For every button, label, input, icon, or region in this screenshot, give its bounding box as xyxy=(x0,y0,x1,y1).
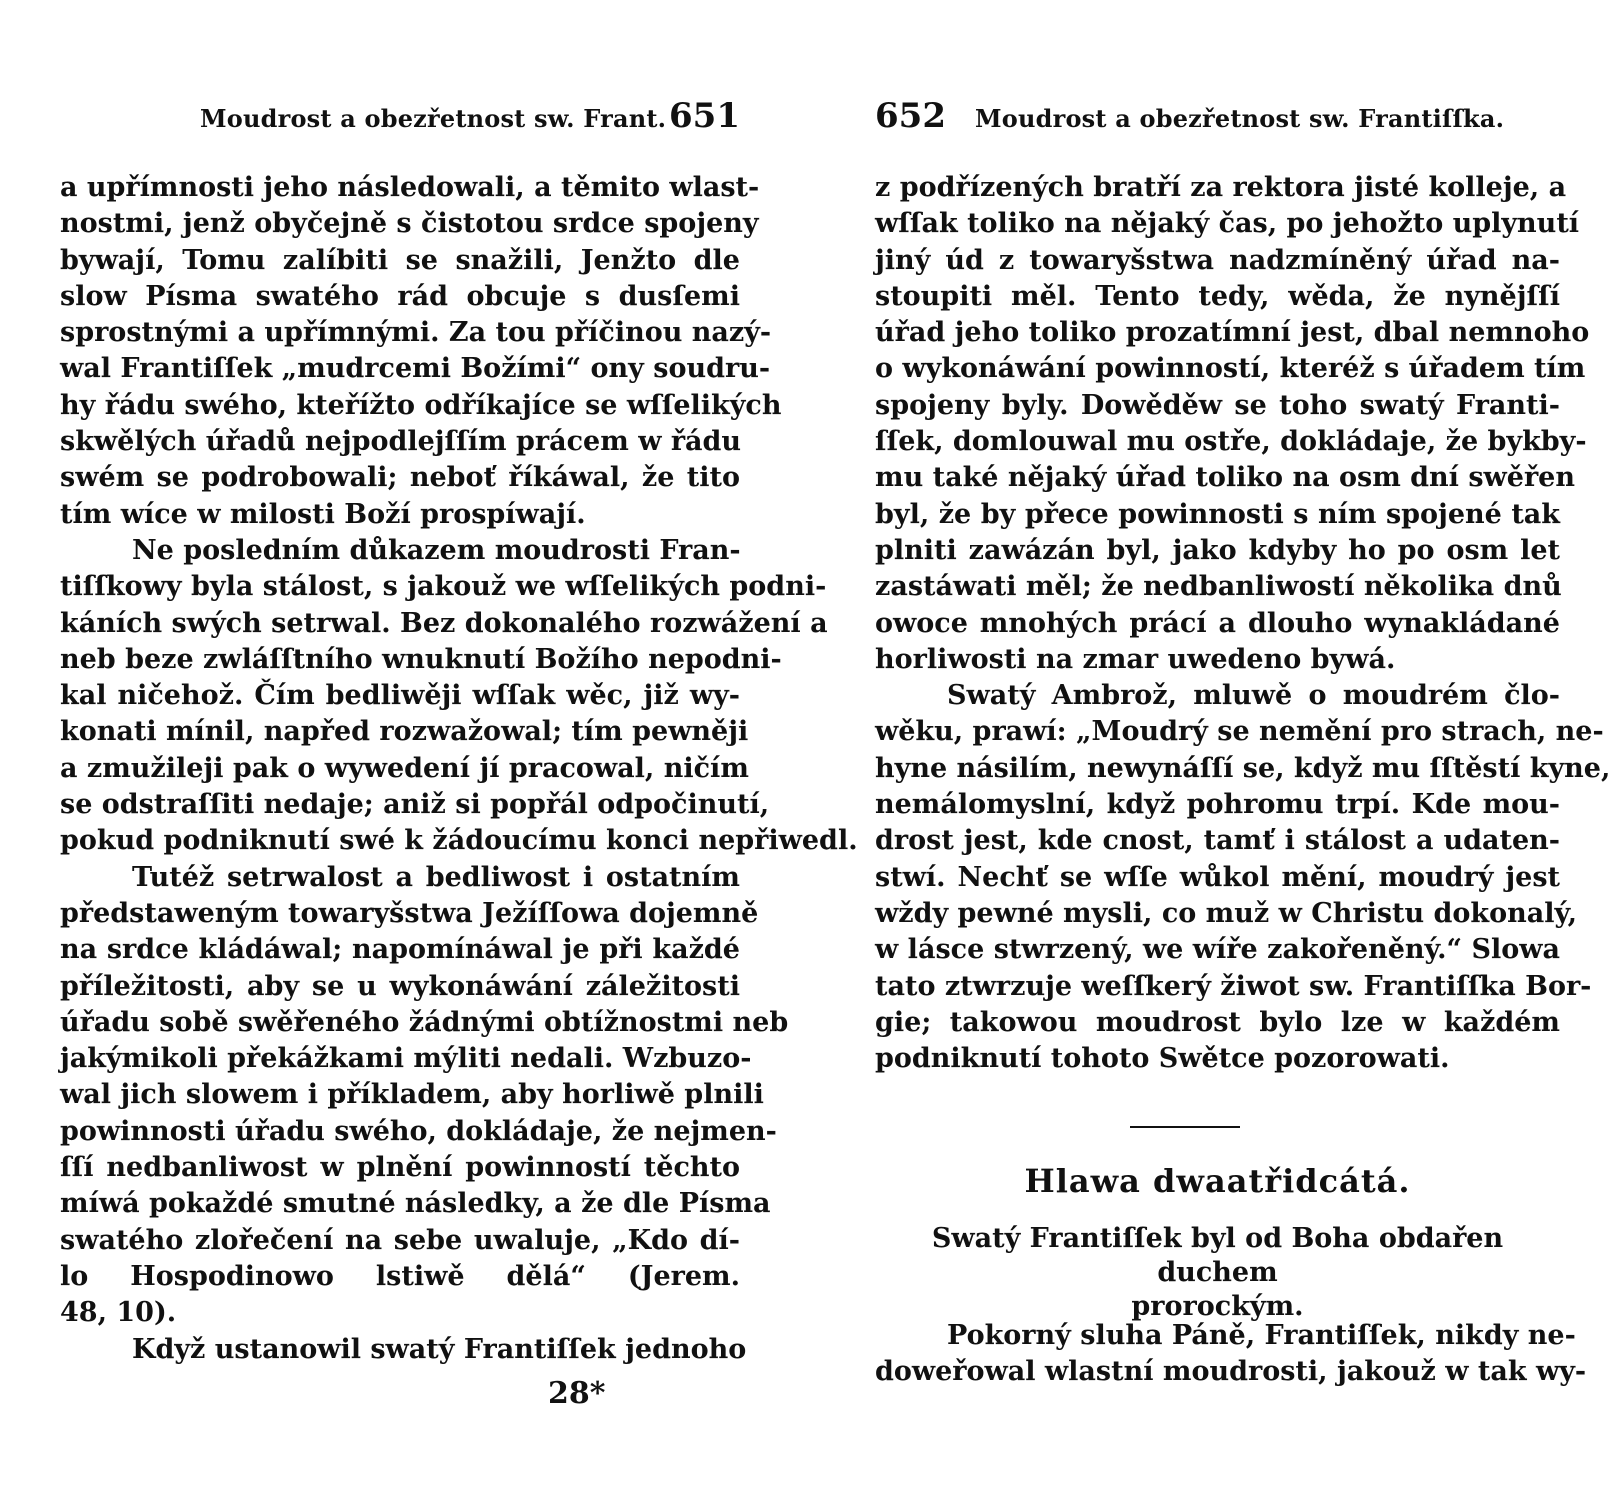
right-running-head xyxy=(875,96,1560,146)
text-line: podniknutí tohoto Swětce pozorowati. xyxy=(875,1043,1450,1075)
text-line: stoupiti měl. Tento tedy, wěda, že nynějſſí xyxy=(875,280,1560,312)
left-running-title: Moudrost a obezřetnost sw. Frant. xyxy=(200,104,667,133)
text-line: o wykonáwání powinností, kteréž s úřadem tím xyxy=(875,353,1586,385)
chapter-subtitle-line: prorockým. xyxy=(1131,1291,1304,1322)
text-line: konati mínil, napřed rozwažowal; tím pewněji xyxy=(60,716,749,748)
left-page xyxy=(60,0,858,1500)
text-line: jiný úd z towaryšstwa nadzmíněný úřad na- xyxy=(875,244,1560,276)
text-line: spojeny byly. Dowěděw se toho swatý Franti- xyxy=(875,389,1560,421)
text-line: a zmužileji pak o wywedení jí pracowal, ničím xyxy=(60,752,749,784)
text-line: nostmi, jenž obyčejně s čistotou srdce spojeny xyxy=(60,208,759,240)
text-line: Tutéž setrwalost a bedliwost i ostatním xyxy=(132,861,740,893)
text-line: plniti zawázán byl, jako kdyby ho po osm let xyxy=(875,534,1560,566)
text-line: ſſek, domlouwal mu ostře, dokládaje, že bykby- xyxy=(875,426,1587,458)
left-page-number: 651 xyxy=(669,96,740,136)
text-line: předstaweným towaryšstwa Ježíſſowa dojemně xyxy=(60,897,759,929)
left-body-text xyxy=(60,170,858,1368)
text-line: gie; takowou moudrost bylo lze w každém xyxy=(875,1006,1560,1038)
text-line: horliwosti na zmar uwedeno bywá. xyxy=(875,643,1396,675)
text-line: káních swých setrwal. Bez dokonalého rozwážení a xyxy=(60,607,828,639)
text-line: hy řádu swého, kteřížto odříkajíce se wſſelikých xyxy=(60,389,782,421)
text-line: z podřízených bratří za rektora jisté kolleje, a xyxy=(875,172,1567,203)
section-divider xyxy=(1130,1126,1240,1128)
text-line: byl, že by přece powinnosti s ním spojené tak xyxy=(875,498,1560,530)
text-line: ſſí nedbanliwost w plnění powinností těchto xyxy=(60,1152,740,1184)
right-running-title: Moudrost a obezřetnost sw. Frantiſſka. xyxy=(975,104,1505,133)
left-running-head xyxy=(60,96,740,146)
right-page xyxy=(875,0,1610,1500)
text-line: skwělých úřadů nejpodlejſſím prácem w řádu xyxy=(60,426,742,458)
text-line: Swatý Ambrož, mluwě o moudrém člo- xyxy=(947,680,1560,712)
text-line: příležitosti, aby se u wykonáwání záležitosti xyxy=(60,970,740,1002)
text-line: neb beze zwláſſtního wnuknutí Božího nepodni- xyxy=(60,643,782,675)
text-line: na srdce kládáwal; napomínáwal je při každé xyxy=(60,934,740,966)
text-line: owoce mnohých prácí a dlouho wynakládané xyxy=(875,607,1560,639)
text-line: drost jest, kde cnost, tamť i stálost a udaten- xyxy=(875,825,1560,857)
text-line: hyne násilím, newynáſſí se, když mu ſſtěstí kyne, xyxy=(875,752,1610,784)
text-line: swém se podrobowali; neboť říkáwal, že tito xyxy=(60,462,740,494)
text-line: doweřowal wlastní moudrosti, jakouž w tak wy- xyxy=(875,1356,1587,1388)
text-line: tím wíce w milosti Boží prospíwají. xyxy=(60,498,586,530)
text-line: jakýmikoli překážkami mýliti nedali. Wzbuzo- xyxy=(60,1043,752,1075)
text-line: kal ničehož. Čím bedliwěji wſſak wěc, již wy- xyxy=(60,680,740,712)
text-line: swatého zlořečení na sebe uwaluje, „Kdo dí- xyxy=(60,1224,740,1256)
text-line: míwá pokaždé smutné následky, a že dle Písma xyxy=(60,1188,771,1220)
right-body-text xyxy=(875,170,1610,1077)
text-line: mu také nějaký úřad toliko na osm dní swěřen xyxy=(875,462,1575,494)
text-line: tiſſkowy byla stálost, s jakouž we wſſelikých podni- xyxy=(60,571,827,603)
text-line: lo Hospodinowo lstiwě dělá“ (Jerem. xyxy=(60,1260,740,1292)
text-line: tato ztwrzuje weſſkerý žiwot sw. Frantiſſka Bor- xyxy=(875,970,1592,1002)
text-line: Pokorný sluha Páně, Frantiſſek, nikdy ne- xyxy=(947,1320,1576,1351)
text-line: wal jich slowem i příkladem, aby horliwě plnili xyxy=(60,1079,764,1111)
text-line: zastáwati měl; že nedbanliwostí několika dnů xyxy=(875,571,1562,603)
text-line: úřadu sobě swěřeného žádnými obtížnostmi neb xyxy=(60,1006,789,1038)
text-line: sprostnými a upřímnými. Za tou příčinou nazý- xyxy=(60,317,772,349)
text-line: se odstraſſiti nedaje; aniž si popřál odpočinutí, xyxy=(60,789,770,821)
text-line: Ne posledním důkazem moudrosti Fran- xyxy=(132,534,741,566)
text-line: w lásce stwrzený, we wíře zakořeněný.“ Slowa xyxy=(875,934,1560,966)
text-line: a upřímnosti jeho následowali, a těmito wlast- xyxy=(60,172,760,203)
chapter-title: Hlawa dwaatřidcátá. xyxy=(1024,1162,1411,1200)
text-line: slow Písma swatého rád obcuje s dusſemi xyxy=(60,280,740,312)
text-line: wěku, prawí: „Moudrý se nemění pro strach, ne- xyxy=(875,716,1604,748)
text-line: stwí. Nechť se wſſe wůkol mění, moudrý jest xyxy=(875,861,1560,893)
signature-mark: 28* xyxy=(548,1376,606,1411)
text-line: wal Frantiſſek „mudrcemi Božími“ ony soudru- xyxy=(60,353,771,385)
text-line: Když ustanowil swatý Frantiſſek jednoho xyxy=(132,1333,747,1365)
text-line: powinnosti úřadu swého, dokládaje, že nejmen- xyxy=(60,1115,777,1147)
text-line: 48, 10). xyxy=(60,1297,177,1329)
chapter-subtitle-line: Swatý Frantiſſek byl od Boha obdařen duchem xyxy=(931,1223,1504,1288)
text-line: pokud podniknutí swé k žádoucímu konci nepřiwedl. xyxy=(60,825,858,857)
text-line: wſſak toliko na nějaký čas, po jehožto uplynutí xyxy=(875,208,1580,240)
chapter-subtitle xyxy=(875,1222,1560,1324)
right-chapter-text xyxy=(875,1318,1587,1391)
text-line: úřad jeho toliko prozatímní jest, dbal nemnoho xyxy=(875,317,1590,349)
text-line: wždy pewné mysli, co muž w Christu dokonalý, xyxy=(875,897,1578,929)
text-line: nemálomyslní, když pohromu trpí. Kde mou- xyxy=(875,789,1560,821)
right-page-number: 652 xyxy=(875,96,946,136)
text-line: bywají, Tomu zalíbiti se snažili, Jenžto dle xyxy=(60,244,740,276)
